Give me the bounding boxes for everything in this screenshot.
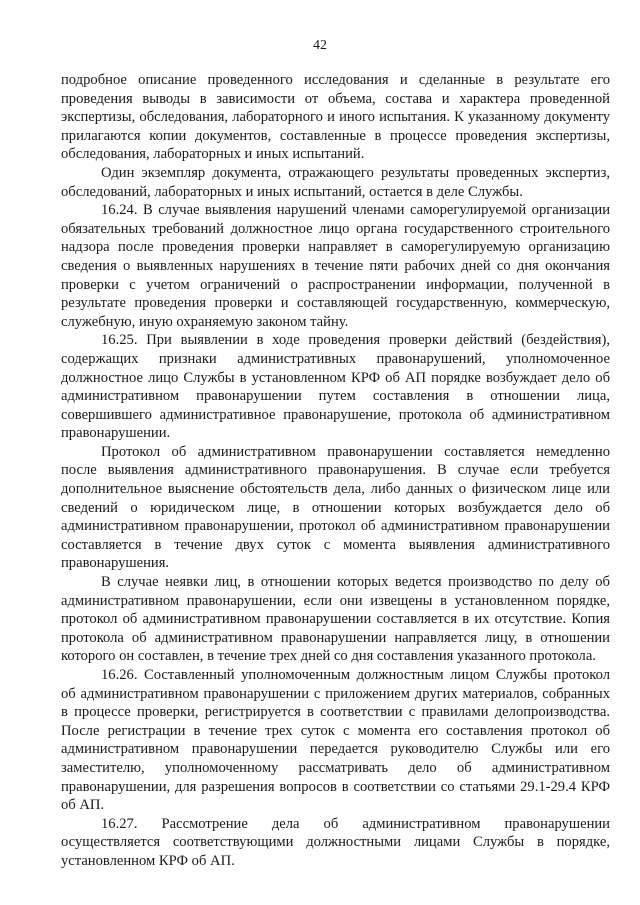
paragraph-non-appearance: В случае неявки лиц, в отношении которых ведется производство по делу об административном правонарушении, если они извещены в установленном порядке, протокол об административном правонарушении составляется в их отсутствие. Копия протокола об административном правонарушении направляется лицу, в отношении которого он составлен, в течение трех дней со дня составления указанного протокола. [61, 574, 610, 665]
paragraph-16-27: 16.27. Рассмотрение дела об административном правонарушении осуществляется соответствующими должностными лицами Службы в порядке, установленном КРФ об АП. [61, 815, 610, 869]
paragraph-16-24: 16.24. В случае выявления нарушений членами саморегулируемой организации обязательных требований должностное лицо органа государственного строительного надзора после проведения проверки направляет в саморегулируемую организацию сведения о выявленных нарушениях в течение пяти рабочих дней со дня окончания проверки с учетом ограничений о распространении информации, полученной в результате проведения проверки и составляющей государственную, коммерческую, служебную, иную охраняемую законом тайну. [61, 202, 610, 330]
paragraph-16-25: 16.25. При выявлении в ходе проведения проверки действий (бездействия), содержащих признаки административных правонарушений, уполномоченное должностное лицо Службы в установленном КРФ об АП порядке возбуждает дело об административном правонарушении путем составления в отношении лица, совершившего административное правонарушение, протокола об административном правонарушении. [61, 332, 610, 442]
paragraph-16-26: 16.26. Составленный уполномоченным должностным лицом Службы протокол об административном правонарушении с приложением других материалов, собранных в процессе проверки, регистрируется в соответствии с правилами делопроизводства. После регистрации в течение трех суток с момента его составления протокол об административном правонарушении передается руководителю Службы или его заместителю, уполномоченному рассматривать дело об административном правонарушении, для разрешения вопросов в соответствии со статьями 29.1-29.4 КРФ об АП. [61, 667, 610, 814]
paragraph-document-copy: Один экземпляр документа, отражающего результаты проведенных экспертиз, обследований, лабораторных и иных испытаний, остается в деле Службы. [61, 164, 610, 200]
document-body [61, 71, 610, 871]
paragraph-continuation: подробное описание проведенного исследования и сделанные в результате его проведения выводы в зависимости от объема, состава и характера проведенной экспертизы, обследования, лабораторного и иного испытания. К указанному документу прилагаются копии документов, составленные в процессе проведения экспертизы, обследования, лабораторных и иных испытаний. [61, 72, 610, 163]
paragraph-protocol-timing: Протокол об административном правонарушении составляется немедленно после выявления административного правонарушения. В случае если требуется дополнительное выяснение обстоятельств дела, либо данных о физическом лице или сведений о юридическом лице, в отношении которых возбуждается дело об административном правонарушении, протокол об административном правонарушении составляется в течение двух суток с момента выявления административного правонарушения. [61, 443, 610, 572]
page-number: 42 [313, 38, 327, 53]
